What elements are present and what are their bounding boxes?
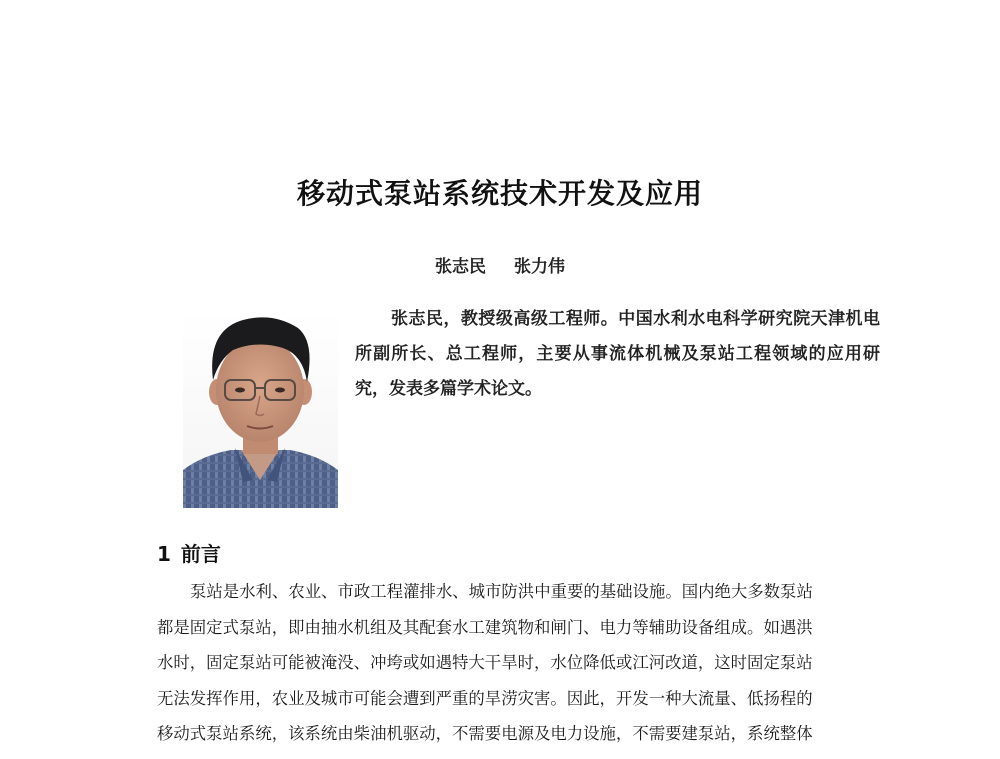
body-line: 都是固定式泵站，即由抽水机组及其配套水工建筑物和闸门、电力等辅助设备组成。如遇洪 <box>157 617 813 637</box>
paper-title: 移动式泵站系统技术开发及应用 <box>296 177 703 210</box>
body-line: 无法发挥作用，农业及城市可能会遭到严重的旱涝灾害。因此，开发一种大流量、低扬程的 <box>157 688 813 708</box>
author-biography: 张志民，教授级高级工程师。中国水利水电科学研究院天津机电所副所长、总工程师，主要从事流体机械及泵站工程领域的应用研究，发表多篇学术论文。 <box>355 309 880 399</box>
body-line: 泵站是水利、农业、市政工程灌排水、城市防洪中重要的基础设施。国内绝大多数泵站 <box>190 582 813 601</box>
section-title: 前言 <box>180 542 221 566</box>
author-list <box>0 252 1000 277</box>
section-heading <box>157 538 221 567</box>
author-name: 张志民 <box>435 257 487 277</box>
author-name: 张力伟 <box>513 257 565 277</box>
section-number: 1 <box>157 542 171 566</box>
author-photo <box>183 310 338 508</box>
body-line: 移动式泵站系统，该系统由柴油机驱动，不需要电源及电力设施，不需要建泵站，系统整体 <box>157 724 813 743</box>
body-paragraph <box>157 574 865 752</box>
body-line: 水时，固定泵站可能被淹没、冲垮或如遇特大干旱时，水位降低或江河改道，这时固定泵站 <box>157 653 813 672</box>
